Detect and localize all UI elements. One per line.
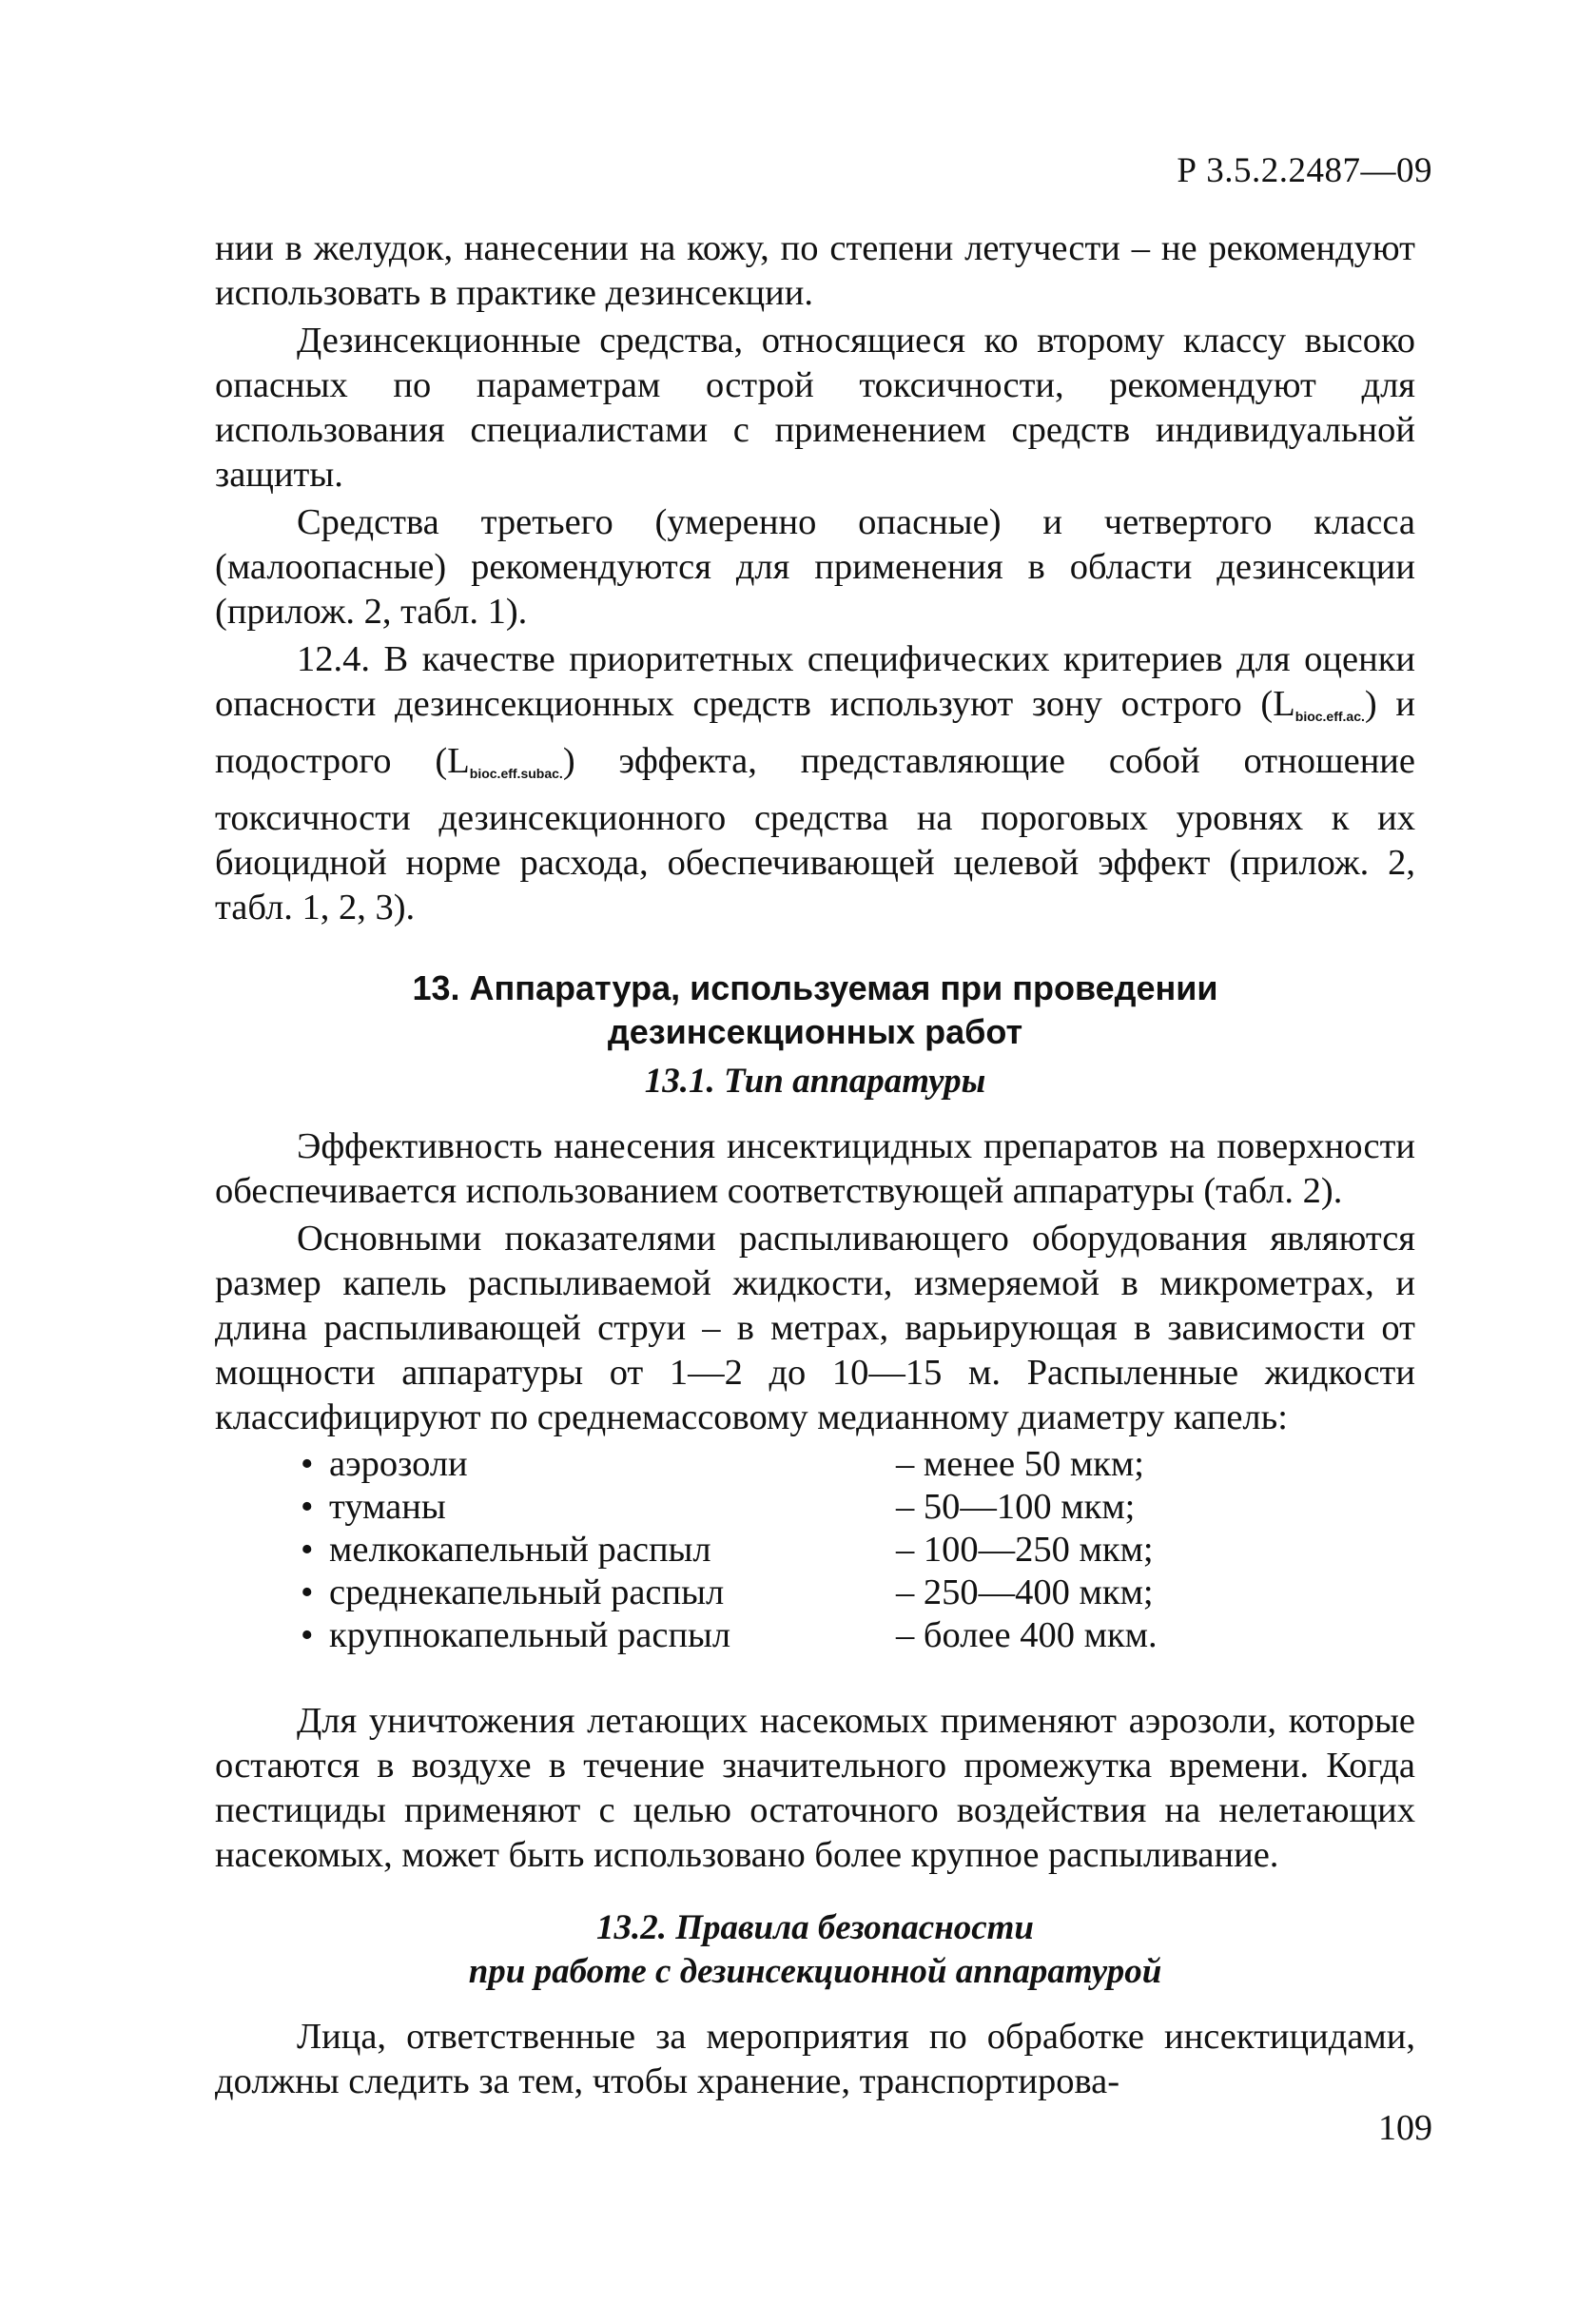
paragraph-12-4-part-b: ) и подострого (L [215, 684, 1415, 781]
drop-size-list [301, 1443, 1415, 1657]
drop-class-label: туманы [329, 1487, 446, 1527]
bullet: • [301, 1530, 314, 1570]
bullet: • [301, 1487, 314, 1527]
paragraph-12-4 [215, 637, 1415, 930]
paragraph-aerosols: Для уничтожения летающих насекомых применяют аэрозоли, которые остаются в воздухе в течение значительного промежутка времени. Когда пестициды применяют с целью остаточного воздействия на нелетающих насекомых, может быть использовано более крупное распыливание. [215, 1701, 1415, 1875]
paragraph-responsible-persons: Лица, ответственные за мероприятия по обработке инсектицидами, должны следить за тем, чтобы хранение, транспортирова- [215, 2017, 1415, 2101]
drop-class-label: аэрозоли [329, 1444, 468, 1484]
drop-class-label: крупнокапельный распыл [329, 1615, 731, 1655]
spacer [215, 1657, 1415, 1699]
list-item [301, 1486, 1415, 1529]
paragraph-second-class: Дезинсекционные средства, относящиеся ко второму классу высоко опасных по параметрам острой токсичности, рекомендуют для использования специалистами с применением средств индивидуальной защиты. [215, 321, 1415, 495]
drop-class-label: среднекапельный распыл [329, 1572, 725, 1612]
drop-class-size: – менее 50 мкм; [896, 1444, 1144, 1484]
paragraph-third-fourth-class: Средства третьего (умеренно опасные) и четвертого класса (малоопасные) рекомендуются для применения в области дезинсекции (прилож. 2, табл. 1). [215, 502, 1415, 632]
list-item [301, 1443, 1415, 1486]
drop-class-size: – 50—100 мкм; [896, 1487, 1136, 1527]
paragraph-12-4-part-c: ) эффекта, представляющие собой отношение токсичности дезинсекционного средства на пороговых уровнях к их биоцидной норме расхода, обеспечивающей целевой эффект (прилож. 2, табл. 1, 2, 3). [215, 741, 1415, 927]
bullet: • [301, 1615, 314, 1655]
paragraph-indicators: Основными показателями распыливающего оборудования являются размер капель распыливаемой жидкости, измеряемой в микрометрах, и длина распыливающей струи – в метрах, варьирующая в зависимости от мощности аппаратуры от 1—2 до 10—15 м. Распыленные жидкости классифицируют по среднемассовому медианному диаметру капель: [215, 1219, 1415, 1437]
drop-class-label: мелкокапельный распыл [329, 1530, 711, 1570]
drop-class-size: – более 400 мкм. [896, 1615, 1158, 1655]
bullet: • [301, 1444, 314, 1484]
paragraph-efficiency: Эффективность нанесения инсектицидных препаратов на поверхности обеспечивается использованием соответствующей аппаратуры (табл. 2). [215, 1126, 1415, 1211]
subsection-13-2-heading-line2: при работе с дезинсекционной аппаратурой [468, 1952, 1162, 1991]
subsection-13-1-heading: 13.1. Тип аппаратуры [644, 1062, 986, 1101]
list-item [301, 1614, 1415, 1657]
section-13-heading-line1: 13. Аппаратура, используемая при проведении [412, 968, 1218, 1007]
drop-class-size: – 250—400 мкм; [896, 1572, 1154, 1612]
drop-class-size: – 100—250 мкм; [896, 1530, 1154, 1570]
subsection-13-2-heading [215, 1906, 1415, 1994]
subscript-subacute: bioc.eff.subac. [469, 766, 563, 781]
page-number: 109 [1378, 2108, 1432, 2148]
paragraph-12-4-part-a: 12.4. В качестве приоритетных специфических критериев для оценки опасности дезинсекционных средств используют зону острого (L [215, 639, 1415, 724]
page-content [215, 226, 1415, 2107]
subsection-13-2-heading-line1: 13.2. Правила безопасности [595, 1908, 1035, 1947]
list-item [301, 1572, 1415, 1614]
section-13-heading [215, 967, 1415, 1054]
bullet: • [301, 1572, 314, 1612]
subscript-acute: bioc.eff.ac. [1294, 709, 1365, 724]
list-item [301, 1529, 1415, 1572]
section-13-heading-line2: дезинсекционных работ [607, 1012, 1023, 1051]
paragraph-continuation: нии в желудок, нанесении на кожу, по степени летучести – не рекомендуют использовать в практике дезинсекции. [215, 228, 1415, 313]
document-code: Р 3.5.2.2487—09 [1177, 151, 1432, 190]
